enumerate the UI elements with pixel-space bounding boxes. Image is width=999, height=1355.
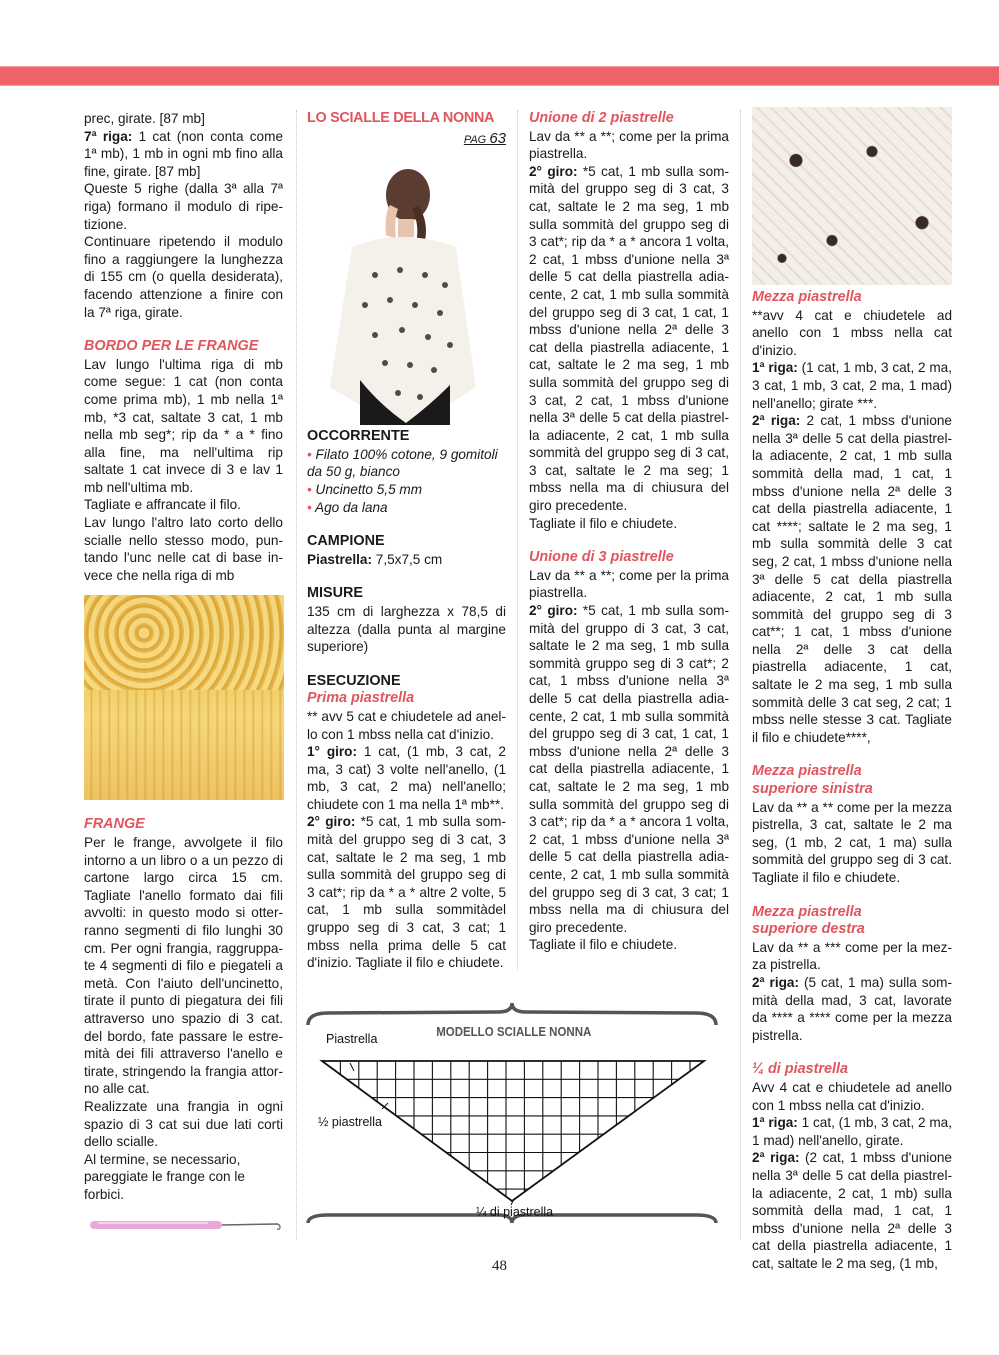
paragraph: Continuare ripetendo il modulo fino a raggiungere la lunghezza di 155 cm (o quella desiderata), facendo attenzione a finire con la 7ª riga, girate. [84,234,283,320]
paragraph: Lav lungo l'altro lato corto dello scialle nello stesso modo, puntando l'unc nelle cat di base invece che nella riga di mb [84,515,283,583]
paragraph: Lav da ** a ** come per la mezza pistrella, 3 cat, saltate le 2 ma seg, (1 mb, 2 cat, 1 ma) sulla sommità del gruppo seg di 3 cat. Tagliate il filo e chiudete. [752,799,952,885]
paragraph: 2ª riga: (5 cat, 1 ma) sulla sommità della mad, 3 cat, lavorate da **** a **** come per la mezza pistrella. [752,974,952,1043]
list-item: • Ago da lana [307,499,388,515]
paragraph: Piastrella: 7,5x7,5 cm [307,551,443,567]
paragraph: Avv 4 cat e chiudetele ad anello con 1 mbss nella cat d'inizio. [752,1079,952,1113]
paragraph: Tagliate e affrancate il filo. [84,497,241,513]
paragraph: 1° giro: 1 cat, (1 mb, 3 cat, 2 ma, 3 cat) 3 volte nell'anello, (1 mb, 3 cat, 2 ma) nell'anello; chiudete con 1 ma nella 1ª mb**. [307,744,506,812]
list-item: • Uncinetto 5,5 mm [307,481,423,497]
header-band [0,66,999,86]
paragraph: 135 cm di larghezza x 78,5 di altezza (dalla punta al margine superiore) [307,603,506,655]
section-title-frange: FRANGE [84,816,145,833]
paragraph: 2ª riga: 2 cat, 1 mbss d'unione nella 3ª delle 5 cat della piastrella adiacente, 2 cat, 1 mb sulla sommità della mad, 1 cat, 1 mbss d'unione nella 2ª delle 3 cat della piastrella adiacente, 1 cat ****; saltate le 2 ma seg, 1 mb sulla sommità delle 3 cat seg, 2 cat, 1 mbss d'unione nella 3ª delle 5 cat della piastrella adiacente, 2 cat, 1 mb sulla sommità del gruppo seg di 3 cat**; 1 cat, 1 mbss d'unione nella 2ª delle 3 cat della piastrella adiacente, 1 cat, saltate le 2 ma seg, 1 mb sulla sommità delle 3 cat seg, 2 cat; 1 mbss nelle stesse 3 cat. Tagliate il filo e chiudete****, [752,413,952,745]
section-title-quarter: ¼ di piastrella [752,1061,848,1078]
tile-closeup-photo [752,107,952,285]
crochet-hook-icon [88,1218,284,1232]
label-tile: Piastrella [326,1032,378,1046]
section-title-unione-3: Unione di 3 piastrelle [529,549,674,566]
label-half-tile: ½ piastrella [318,1115,382,1129]
list-item: • Filato 100% cotone, 9 gomitoli da 50 g, bianco [307,446,498,480]
section-title-mezza: Mezza piastrella [752,289,862,305]
column-4 [752,289,952,1272]
paragraph: Lav da ** a **; come per la prima piastrella. [529,567,729,601]
shawl-photo [330,165,480,425]
shawl-diagram [304,1003,740,1231]
section-title-unione-2: Unione di 2 piastrelle [529,110,674,126]
occorrente-title: OCCORRENTE [307,428,410,445]
section-title-sinistra: Mezza piastrella superiore sinistra [752,763,873,798]
paragraph: 7ª riga: 1 cat (non conta come 1ª mb), 1 mb in ogni mb fino alla fine, girate. [87 mb] [84,128,284,179]
paragraph: prec, girate. [87 mb] [84,111,205,126]
paragraph: 2° giro: *5 cat, 1 mb sulla sommità del gruppo di 3 cat, 3 cat, saltate le 2 ma seg, 1 mb sulla sommità gruppo seg di 3 cat*; 2 cat, 1 mbss d'unione nella 3ª delle 5 cat della piastrella adiacente, 2 cat, 1 mb sulla sommità del gruppo seg di 3 cat, 1 cat, 1 mbss d'unione nella 2ª delle 3 cat della piastrella adiacente, 1 cat, saltate le 2 ma seg, 1 mb sulla sommità del gruppo seg di 3 cat*; rip da * a * ancora 1 volta, 2 cat, 1 mbss d'unione nella 3ª delle 5 cat della piastrella adiacente, 2 cat, 1 mb sulla sommità del gruppo seg di 3 cat, 3 cat; 1 mbss nella ma di chiusura del giro precedente. [529,603,729,935]
misure-title: MISURE [307,585,363,602]
paragraph: Tagliate il filo e chiudete. [529,515,678,531]
column-divider [296,110,297,1240]
fringe-photo [84,595,284,800]
esecuzione-title: ESECUZIONE [307,672,401,689]
paragraph: 1ª riga: (1 cat, 1 mb, 3 cat, 2 ma, 3 cat, 1 mb, 3 cat, 2 ma, 1 mad) nell'anello; girate ***. [752,360,953,411]
paragraph: **avv 4 cat e chiudetele ad anello con 1 mbss nella cat d'inizio. [752,307,952,358]
column-divider [740,110,741,1240]
campione-title: CAMPIONE [307,533,385,550]
paragraph: 2° giro: *5 cat, 1 mb sulla sommità del gruppo seg di 3 cat, 3 cat, saltate le 2 ma seg, 1 mb sulla sommità del gruppo seg di 3 cat*; rip da * a * altre 2 volte, 5 cat, 1 mb sulla sommitàdel gruppo seg di 3 cat, 3 cat; 1 mbss nella prima delle 5 cat d'inizio. Tagliate il filo e chiudete. [307,814,506,971]
paragraph: 2ª riga: (2 cat, 1 mbss d'unione nella 3ª delle 5 cat della piastrella adiacente, 2 cat, 1 mb) sulla sommità della mad, 1 cat, 1 mbss d'unione nella 2ª delle 3 cat della piastrella adiacente, 1 cat, saltate le 2 ma seg, (1 mb, [752,1150,952,1271]
page-reference: PAG 63 [463,129,506,147]
paragraph: 2° giro: *5 cat, 1 mb sulla sommità del gruppo seg di 3 cat, 3 cat, saltate le 2 ma seg, 1 mb sulla sommità del gruppo seg di 3 cat*; rip da * a * ancora 1 volta, 2 cat, 1 mbss d'unione nella 3ª delle 5 cat della piastrella adiacente, 2 cat, 1 mb sulla sommità del gruppo seg di 3 cat, 1 cat, 1 mbss d'unione nella 2ª delle 3 cat della piastrella adiacente, 1 cat, saltate le 2 ma seg, 1 mb sulla sommità del gruppo seg di 3 cat, 2 cat, 1 mbss d'unione nella 3ª delle 5 cat della piastrella adiacente, 2 cat, 1 mb sulla sommità del gruppo seg di 3 cat, 3 cat, saltate le 2 ma seg; 1 mbss nella ma di chiusura del giro precedente. [529,163,729,514]
section-title-bordo: BORDO PER LE FRANGE [84,338,259,355]
paragraph: Per le frange, avvolgete il filo intorno a un libro o a un pezzo di cartone largo circa 15 cm. Tagliate l'anello formato dai fili avvolti: in questo modo si otterranno segmenti di filo lunghi 30 cm. Per ogni frangia, raggruppate 4 segmenti di filo e piegateli a metà. Con l'aiuto dell'uncinetto, tirate il punto di piegatura dei fili attraverso uno spazio di 3 cat. del bordo, fate passare le estremità dei fili attraverso l'anello e tirate, stringendo la frangia attorno alle cat. [84,835,283,1097]
paragraph: Lav lungo l'ultima riga di mb come segue: 1 cat (non conta come prima mb), 1 mb nella 1ª mb, *3 cat, saltate 3 cat, 1 mb nella mb seg*; rip da * a * fino alla fine, ma nell'ultima rip saltate 1 cat invece di 3 e lav 1 mb nell'ultima mb. [84,356,283,495]
section-title-prima: Prima piastrella [307,690,415,707]
paragraph: Tagliate il filo e chiudete. [529,937,678,953]
label-quarter-tile: ¼ di piastrella [476,1205,554,1219]
paragraph: Al termine, se necessario, pareggiate le frange con le forbici. [84,1151,245,1202]
pattern-title: LO SCIALLE DELLA NONNA [307,110,495,126]
paragraph: ** avv 5 cat e chiudetele ad anello con 1 mbss nella cat d'inizio. [307,708,506,742]
row-label: 7ª riga: [84,128,133,144]
paragraph: 1ª riga: 1 cat, (1 mb, 3 cat, 2 ma, 1 mad) nell'anello, girate. [752,1115,953,1148]
paragraph: Realizzate una frangia in ogni spazio di 3 cat sui due lati corti dello scialle. [84,1098,283,1150]
paragraph: Lav da ** a **; come per la prima piastrella. [529,128,729,162]
section-title-destra: Mezza piastrella superiore destra [752,903,865,938]
paragraph: Lav da ** a *** come per la mezza pistrella. [752,939,952,973]
diagram-title: MODELLO SCIALLE NONNA [436,1024,592,1040]
column-divider [517,110,518,970]
page-number: 48 [492,1258,507,1274]
column-3 [529,110,729,954]
paragraph: Queste 5 righe (dalla 3ª alla 7ª riga) formano il modulo di ripetizione. [84,181,283,232]
